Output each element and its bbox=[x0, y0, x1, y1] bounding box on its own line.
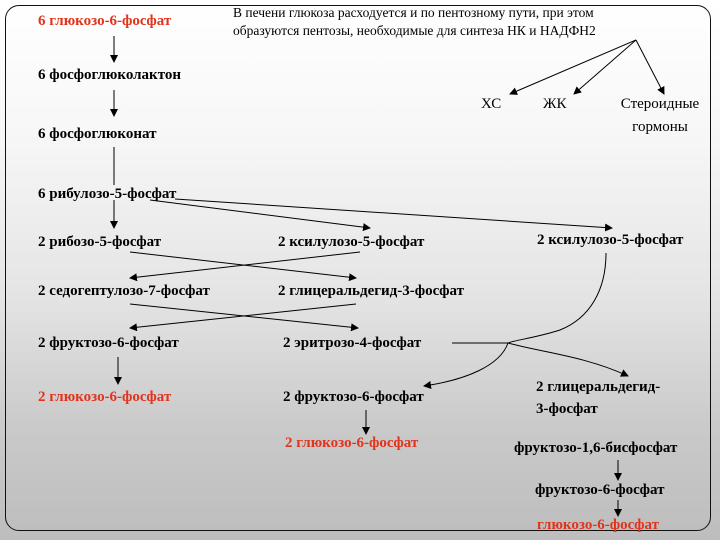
mid-xylulose: 2 ксилулозо-5-фосфат bbox=[278, 234, 425, 250]
product-steroid-line-2: гормоны bbox=[632, 119, 688, 135]
mid-fructose: 2 фруктозо-6-фосфат bbox=[283, 389, 424, 405]
left-glucose-end: 2 глюкозо-6-фосфат bbox=[38, 389, 172, 405]
note-line-1: В печени глюкоза расходуется и по пентозному пути, при этом bbox=[233, 5, 594, 20]
product-xc: ХС bbox=[481, 96, 502, 112]
arrow-junction-to-gap bbox=[508, 343, 628, 376]
mid-erythrose: 2 эритрозо-4-фосфат bbox=[283, 335, 422, 351]
left-ribulose: 6 рибулозо-5-фосфат bbox=[38, 186, 177, 202]
right-gap-line-1: 2 глицеральдегид- bbox=[536, 379, 661, 395]
curve-right-xylulose-to-junction bbox=[508, 253, 606, 343]
right-fructose: фруктозо-6-фосфат bbox=[535, 482, 665, 498]
right-glucose-end: глюкозо-6-фосфат bbox=[537, 517, 659, 533]
mid-gap: 2 глицеральдегид-3-фосфат bbox=[278, 283, 464, 299]
left-g6p: 6 глюкозо-6-фосфат bbox=[38, 13, 172, 29]
arrow-to-steroids bbox=[636, 40, 664, 94]
product-steroid-line-1: Стероидные bbox=[620, 96, 700, 112]
left-sedo: 2 седогептулозо-7-фосфат bbox=[38, 283, 210, 299]
right-bisphosphate: фруктозо-1,6-бисфосфат bbox=[514, 440, 678, 456]
note-line-2: образуются пентозы, необходимые для синтеза НК и НАДФН2 bbox=[233, 23, 596, 38]
left-gluconate: 6 фосфоглюконат bbox=[38, 126, 157, 142]
mid-glucose-end: 2 глюкозо-6-фосфат bbox=[285, 435, 419, 451]
product-zhk: ЖК bbox=[543, 96, 567, 112]
left-ribose: 2 рибозо-5-фосфат bbox=[38, 234, 162, 250]
right-gap-line-2: 3-фосфат bbox=[536, 401, 598, 417]
arrow-junction-to-fructose bbox=[424, 343, 508, 386]
arrow-ribulose-to-right-xylulose bbox=[175, 199, 612, 228]
left-lactone: 6 фосфоглюколактон bbox=[38, 67, 182, 83]
left-fructose: 2 фруктозо-6-фосфат bbox=[38, 335, 179, 351]
arrow-to-zhk bbox=[574, 40, 636, 94]
right-xylulose: 2 ксилулозо-5-фосфат bbox=[537, 232, 684, 248]
arrow-to-xc bbox=[510, 40, 636, 94]
